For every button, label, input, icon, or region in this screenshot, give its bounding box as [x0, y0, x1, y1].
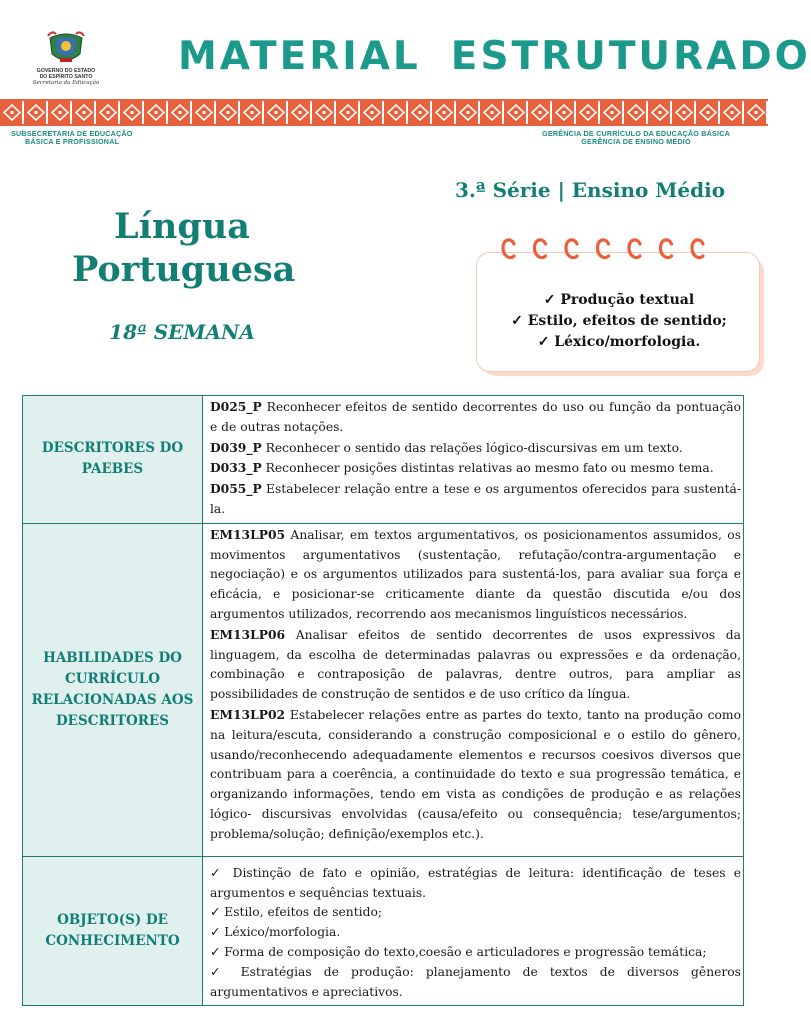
stripe-bar — [214, 101, 216, 124]
list-item: ✓ Forma de composição do texto,coesão e articuladores e progressão temática; — [210, 944, 707, 959]
stripe-bar — [574, 101, 576, 124]
list-item: ✓ Estratégias de produção: planejamento de textos de diversos gêneros argumentativos e apreciativos. — [210, 964, 741, 999]
stripe-dot — [299, 111, 302, 114]
curriculum-table — [22, 395, 744, 1006]
stripe-dot — [611, 111, 614, 114]
logo-text-line1: GOVERNO DO ESTADO — [36, 68, 96, 74]
item-code: EM13LP05 — [210, 526, 286, 542]
subsecretaria-line1: SUBSECRETARIA DE EDUCAÇÃO — [11, 129, 133, 138]
stripe-bar — [646, 101, 648, 124]
stripe-bar — [670, 101, 672, 124]
subject-line1: Língua — [114, 206, 250, 247]
stripe-dot — [707, 111, 710, 114]
stripe-dot — [467, 111, 470, 114]
stripe-dot — [131, 111, 134, 114]
topic-item: ✓ Produção textual — [543, 292, 695, 308]
topic-item: ✓ Léxico/morfologia. — [537, 334, 701, 350]
list-item — [210, 479, 741, 520]
ring — [598, 240, 609, 258]
stripe-bar — [190, 101, 192, 124]
stripe-dot — [371, 111, 374, 114]
item-code: EM13LP06 — [210, 626, 286, 642]
stripe-dot — [275, 111, 278, 114]
row-label: OBJETO(S) DE CONHECIMENTO — [23, 856, 203, 1006]
list-item: ✓ Estilo, efeitos de sentido; — [210, 905, 382, 920]
ring — [661, 240, 672, 258]
decorative-stripe — [0, 99, 768, 126]
item-text: Analisar, em textos argumentativos, os posicionamentos assumidos, os movimentos argumentativos (sustentação, refutação/contra-argumentação e negociação) e os argumentos utilizados para sustentá-los, para avaliar sua força e eficácia, e posicionar-se criticamente diante da questão discutida e/ou dos argumentos utilizados, recorrendo aos mecanismos linguísticos necessários. — [210, 527, 741, 621]
stripe-dot — [227, 111, 230, 114]
stripe-dot — [203, 111, 206, 114]
stripe-bar — [718, 101, 720, 124]
stripe-bar — [94, 101, 96, 124]
item-text: Estabelecer relações entre as partes do texto, tanto na produção como na leitura/escuta, considerando a construção composicional e o estilo do gênero, usando/reconhecendo adequadamente elementos e recursos coesivos diversos que contribuam para a coerência, a continuidade do texto e sua progressão temática, e organizando informações, tendo em vista as condições de produção e as relações lógico- discursivas envolvidas (causa/efeito ou consequência; tese/argumentos; problema/solução; definição/exemplos etc.). — [210, 707, 741, 841]
stripe-bar — [478, 101, 480, 124]
stripe-dot — [323, 111, 326, 114]
list-item — [210, 625, 741, 705]
stripe-dot — [587, 111, 590, 114]
stripe-dot — [83, 111, 86, 114]
stripe-dot — [443, 111, 446, 114]
stripe-bar — [622, 101, 624, 124]
stripe-bar — [382, 101, 384, 124]
stripe-dot — [659, 111, 662, 114]
stripe-dot — [515, 111, 518, 114]
table-row-descritores — [23, 396, 744, 524]
stripe-bar — [358, 101, 360, 124]
subject-line2: Portuguesa — [72, 249, 296, 290]
subject-title — [72, 205, 296, 291]
stripe-bar — [46, 101, 48, 124]
stripe-dot — [563, 111, 566, 114]
stripe-dot — [35, 111, 38, 114]
item-code: D025_P — [210, 399, 262, 414]
stripe-dot — [155, 111, 158, 114]
subsecretaria-line2: BÁSICA E PROFISSIONAL — [25, 137, 120, 147]
stripe-dot — [419, 111, 422, 114]
stripe-bar — [526, 101, 528, 124]
stripe-dot — [491, 111, 494, 114]
notebook-rings-icon — [496, 236, 736, 268]
stripe-bar — [502, 101, 504, 124]
item-text: Estabelecer relação entre a tese e os argumentos oferecidos para sustentá-la. — [210, 482, 741, 516]
stripe-bar — [454, 101, 456, 124]
stripe-bar — [598, 101, 600, 124]
item-code: D039_P — [210, 439, 262, 455]
row-content — [203, 396, 744, 524]
stripe-dot — [107, 111, 110, 114]
week-label: 18ª SEMANA — [109, 320, 255, 344]
stripe-dot — [11, 111, 14, 114]
row-label: HABILIDADES DO CURRÍCULO RELACIONADAS AOS DESCRITORES — [23, 523, 203, 856]
grade-label: 3.ª Série | Ensino Médio — [455, 178, 726, 202]
stripe-bar — [142, 101, 144, 124]
list-item — [210, 458, 741, 479]
row-content — [203, 523, 744, 856]
stripe-bar — [334, 101, 336, 124]
stripe-bar — [694, 101, 696, 124]
item-text: Analisar efeitos de sentido decorrentes de usos expressivos da linguagem, da escolha de determinadas palavras ou expressões e da ordenação, combinação e contraposição de palavras, dentre outros, para ampliar as possibilidades de construção de sentidos e de uso crítico da língua. — [210, 627, 741, 702]
banner-title — [178, 34, 811, 79]
list-item — [210, 397, 741, 438]
stripe-bar — [22, 101, 24, 124]
stripe-bar — [238, 101, 240, 124]
topic-item: ✓ Estilo, efeitos de sentido; — [511, 313, 727, 329]
gerencia-line1: GERÊNCIA DE CURRÍCULO DA EDUCAÇÃO BÁSICA — [542, 129, 730, 138]
item-text: Reconhecer o sentido das relações lógico-discursivas em um texto. — [261, 440, 683, 455]
list-item: ✓ Distinção de fato e opinião, estratégias de leitura: identificação de teses e argumentos e sequências textuais. — [210, 865, 741, 900]
topics-list — [478, 290, 760, 353]
item-text: Reconhecer posições distintas relativas ao mesmo fato ou mesmo tema. — [261, 461, 714, 476]
stripe-bar — [742, 101, 744, 124]
list-item — [210, 525, 741, 625]
stripe-dot — [755, 111, 758, 114]
table-row-objetos — [23, 856, 744, 1006]
stripe-bar — [286, 101, 288, 124]
list-item — [210, 438, 741, 459]
gerencia-line2: GERÊNCIA DE ENSINO MÉDIO — [581, 137, 691, 147]
ring — [535, 240, 546, 258]
stripe-bar — [70, 101, 72, 124]
ring — [692, 240, 703, 258]
banner-title-word1: MATERIAL — [178, 34, 421, 79]
logo-text-line2: DO ESPÍRITO SANTO — [39, 74, 93, 80]
stripe-dot — [179, 111, 182, 114]
stripe-dot — [635, 111, 638, 114]
stripe-dot — [395, 111, 398, 114]
list-item — [210, 705, 741, 845]
stripe-bar — [166, 101, 168, 124]
stripe-bar — [262, 101, 264, 124]
item-code: D033_P — [210, 460, 262, 476]
ring — [503, 240, 514, 258]
stripe-bar — [766, 101, 768, 124]
ring — [629, 240, 640, 258]
stripe-dot — [539, 111, 542, 114]
coat-of-arms-icon — [44, 28, 88, 68]
stripe-bar — [310, 101, 312, 124]
stripe-dot — [731, 111, 734, 114]
row-label: DESCRITORES DO PAEBES — [23, 396, 203, 524]
stripe-bar — [550, 101, 552, 124]
ring — [566, 240, 577, 258]
stripe-bar — [430, 101, 432, 124]
banner-title-word2: ESTRUTURADO — [450, 34, 811, 79]
stripe-dot — [347, 111, 350, 114]
stripe-dot — [59, 111, 62, 114]
item-text: Reconhecer efeitos de sentido decorrentes do uso ou função da pontuação e de outras notações. — [210, 400, 741, 434]
logo-text-line3: Secretaria da Educação — [32, 80, 100, 86]
list-item: ✓ Léxico/morfologia. — [210, 925, 341, 940]
subsecretaria-label — [11, 130, 133, 146]
stripe-bar — [406, 101, 408, 124]
stripe-bar — [118, 101, 120, 124]
state-logo — [30, 28, 102, 87]
row-content — [203, 856, 744, 1006]
table-row-habilidades — [23, 523, 744, 856]
stripe-dot — [251, 111, 254, 114]
gerencia-label — [542, 130, 730, 146]
item-code: D055_P — [210, 481, 262, 497]
stripe-dot — [683, 111, 686, 114]
item-code: EM13LP02 — [210, 706, 286, 722]
